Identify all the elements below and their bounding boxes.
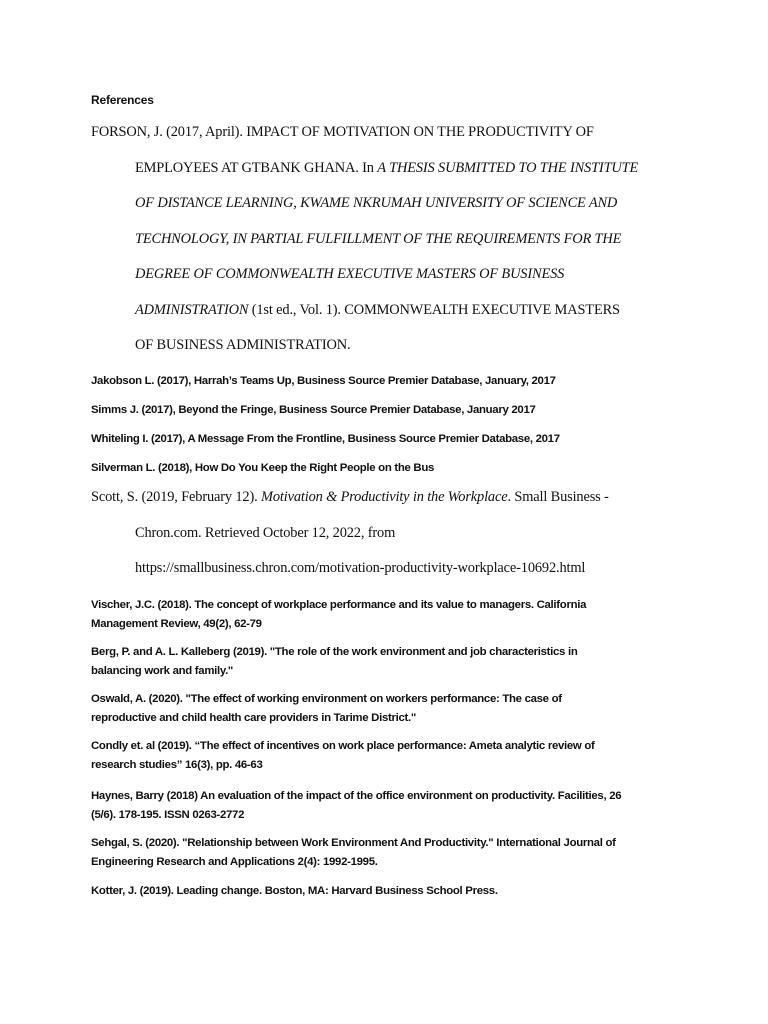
reference-condly <box>91 737 691 774</box>
reference-line: Kotter, J. (2019). Leading change. Boston, MA: Harvard Business School Press. <box>91 885 498 897</box>
reference-line: Chron.com. Retrieved October 12, 2022, from <box>135 524 396 541</box>
reference-line: balancing work and family." <box>91 664 234 677</box>
reference-italic-text: Motivation & Productivity in the Workplace <box>261 489 508 505</box>
reference-italic-text: A THESIS SUBMITTED TO THE INSTITUTE <box>377 159 639 176</box>
reference-line <box>91 186 691 222</box>
reference-line: Condly et. al (2019). “The effect of incentives on work place performance: Ameta analytic review of <box>91 740 595 752</box>
reference-italic-text: DEGREE OF COMMONWEALTH EXECUTIVE MASTERS OF BUSINESS <box>135 266 565 282</box>
reference-text: EMPLOYEES AT GTBANK GHANA. In <box>135 159 378 176</box>
reference-line: Management Review, 49(2), 62-79 <box>91 617 262 630</box>
reference-line: (5/6). 178-195. ISSN 0263-2772 <box>91 808 245 821</box>
reference-text: Scott, S. (2019, February 12). <box>91 489 262 505</box>
reference-forson <box>91 115 691 364</box>
reference-berg <box>91 643 691 680</box>
reference-line: Vischer, J.C. (2018). The concept of workplace performance and its value to managers. California <box>91 599 587 611</box>
reference-line <box>91 151 691 187</box>
reference-sehgal <box>91 834 691 871</box>
reference-line <box>91 222 691 258</box>
reference-line <box>91 480 691 516</box>
reference-italic-text: ADMINISTRATION <box>135 301 249 318</box>
reference-vischer <box>91 596 691 633</box>
reference-text: (1st ed., Vol. 1). COMMONWEALTH EXECUTIVE MASTERS <box>248 301 620 318</box>
reference-oswald <box>91 690 691 727</box>
reference-line: reproductive and child health care providers in Tarime District." <box>91 711 416 724</box>
reference-haynes <box>91 787 691 824</box>
reference-jakobson <box>91 372 691 391</box>
reference-kotter <box>91 882 691 901</box>
reference-line: research studies” 16(3), pp. 46-63 <box>91 758 263 771</box>
reference-line: Berg, P. and A. L. Kalleberg (2019). "The role of the work environment and job characteristics in <box>91 646 578 658</box>
reference-scott <box>91 480 691 587</box>
reference-text: . Small Business - <box>507 489 609 505</box>
reference-line <box>91 293 691 329</box>
reference-simms <box>91 401 691 420</box>
reference-italic-text: OF DISTANCE LEARNING, KWAME NKRUMAH UNIVERSITY OF SCIENCE AND <box>135 195 618 211</box>
reference-line: Simms J. (2017), Beyond the Fringe, Business Source Premier Database, January 2017 <box>91 404 536 416</box>
reference-line: Engineering Research and Applications 2(4): 1992-1995. <box>91 855 378 868</box>
reference-url: https://smallbusiness.chron.com/motivation-productivity-workplace-10692.html <box>135 560 586 576</box>
reference-silverman <box>91 459 691 478</box>
reference-line <box>91 257 691 293</box>
reference-line: Whiteling I. (2017), A Message From the Frontline, Business Source Premier Database, 2017 <box>91 433 560 445</box>
reference-line: Haynes, Barry (2018) An evaluation of the impact of the office environment on productivity. Facilities, 26 <box>91 790 622 802</box>
reference-line: Oswald, A. (2020). "The effect of working environment on workers performance: The case of <box>91 693 562 705</box>
reference-line: Jakobson L. (2017), Harrah’s Teams Up, Business Source Premier Database, January, 2017 <box>91 375 556 387</box>
reference-line: FORSON, J. (2017, April). IMPACT OF MOTIVATION ON THE PRODUCTIVITY OF <box>91 124 594 140</box>
references-heading: References <box>91 93 154 107</box>
reference-line: Silverman L. (2018), How Do You Keep the Right People on the Bus <box>91 462 435 474</box>
reference-whiteling <box>91 430 691 449</box>
reference-line: OF BUSINESS ADMINISTRATION. <box>135 337 351 353</box>
reference-line: Sehgal, S. (2020). "Relationship between Work Environment And Productivity." International Journal of <box>91 837 616 849</box>
reference-italic-text: TECHNOLOGY, IN PARTIAL FULFILLMENT OF THE REQUIREMENTS FOR THE <box>135 230 622 247</box>
